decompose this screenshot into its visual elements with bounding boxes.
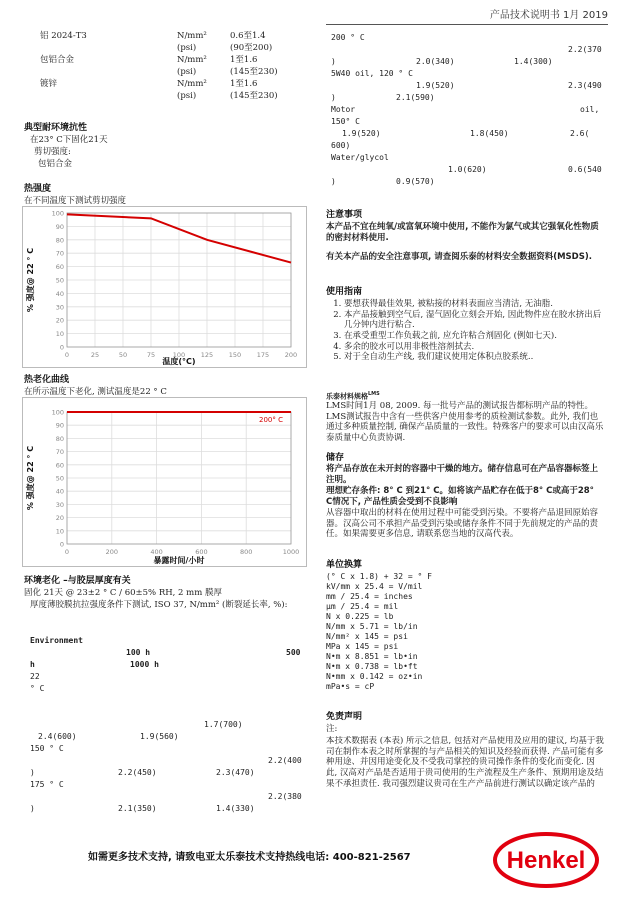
henkel-logo bbox=[493, 832, 599, 888]
series-label: 200° C bbox=[259, 416, 283, 424]
y-tick-label: 80 bbox=[55, 236, 64, 245]
x-tick-label: 400 bbox=[150, 548, 163, 556]
section-title-lms bbox=[326, 391, 380, 401]
section-subtitle: 在所示温度下老化, 测试温度是22 ° C bbox=[24, 387, 167, 397]
x-tick-label: 600 bbox=[195, 548, 208, 556]
y-tick-label: 10 bbox=[55, 330, 64, 339]
unit: (psi) bbox=[177, 43, 197, 53]
x-tick-label: 150 bbox=[228, 351, 242, 359]
y-tick-label: 0 bbox=[59, 540, 64, 549]
y-tick-label: 30 bbox=[55, 303, 64, 312]
y-tick-label: 100 bbox=[51, 408, 64, 417]
env-cell: 150 ° C bbox=[30, 744, 64, 753]
env-line: 包铝合金 bbox=[38, 159, 73, 169]
section-title-disclaimer: 免责声明 bbox=[326, 712, 363, 722]
env-cell: 2.2(400 bbox=[268, 756, 302, 765]
x-axis-label: 温度(°C) bbox=[162, 357, 196, 366]
y-tick-label: 70 bbox=[55, 249, 64, 258]
unit: (psi) bbox=[177, 91, 197, 101]
heat-strength-svg bbox=[23, 207, 306, 367]
env-cell: 1.7(700) bbox=[204, 720, 243, 729]
y-axis-label: % 强度@ 22 ° C bbox=[26, 247, 35, 313]
disclaimer-text: 本技术数据表 (本表) 所示之信息, 包括对产品使用及应用的建议, 均基于我司在制作本表之时所掌握的与产品相关的知识及经验而获得. 产品可能有多种用途、并因用途变化及不受我司掌控的贵司操作条件的变化而变化. 因此, 汉高对产品是否适用于贵司使用的生产流程及生产条件、预期用途及结果不承担责任. 我司强烈建议贵司在生产产品前进行测试以确定该产品的 bbox=[326, 736, 604, 789]
logo-text: Henkel bbox=[506, 847, 586, 874]
env-cell: 1.9(560) bbox=[140, 732, 179, 741]
storage-conditions: 理想贮存条件: 8° C 到21° C。如将该产品贮存在低于8° C或高于28° C情况下, 产品性质会受到不良影响 bbox=[326, 486, 594, 507]
heat-aging-chart bbox=[22, 397, 307, 567]
material-name: 镀锌 bbox=[40, 79, 58, 89]
env-cell: 150° C bbox=[331, 117, 360, 126]
x-tick-label: 25 bbox=[90, 351, 100, 359]
env-cell: 1.0(620) bbox=[448, 165, 487, 174]
unit-line: µm / 25.4 = mil bbox=[326, 602, 399, 611]
y-tick-label: 30 bbox=[55, 500, 64, 509]
unit-line: N•m x 0.738 = lb•ft bbox=[326, 662, 418, 671]
value: (145至230) bbox=[230, 91, 278, 101]
value: (145至230) bbox=[230, 67, 278, 77]
env-col-header: 500 bbox=[286, 648, 301, 657]
env-cell: 5W40 oil, 120 ° C bbox=[331, 69, 413, 78]
y-tick-label: 70 bbox=[55, 448, 64, 457]
y-tick-label: 10 bbox=[55, 527, 64, 536]
henkel-logo-svg bbox=[493, 832, 599, 888]
env-cell: 2.2(370 bbox=[568, 45, 602, 54]
env-cell: 1.8(450) bbox=[470, 129, 509, 138]
x-tick-label: 50 bbox=[118, 351, 128, 359]
y-tick-label: 60 bbox=[55, 263, 64, 272]
section-title-env-aging: 环境老化 –与胶层厚度有关 bbox=[24, 576, 131, 586]
unit-line: N/mm x 5.71 = lb/in bbox=[326, 622, 418, 631]
env-cell: 2.3(470) bbox=[216, 768, 255, 777]
x-tick-label: 125 bbox=[200, 351, 214, 359]
x-tick-label: 1000 bbox=[282, 548, 300, 556]
env-cell: ) bbox=[331, 57, 336, 66]
material-name: 包铝合金 bbox=[40, 55, 75, 65]
units-list bbox=[326, 572, 606, 692]
notice-bold-text: 本产品不宜在纯氧/或富氧环境中使用, 不能作为氯气或其它强氧化性物质的密封材料使用. bbox=[326, 222, 599, 243]
env-cell: oil, bbox=[580, 105, 600, 114]
env-cell: ) bbox=[30, 804, 35, 813]
header-divider bbox=[326, 24, 608, 25]
env-cell: 2.1(350) bbox=[118, 804, 157, 813]
env-cell: 175 ° C bbox=[30, 780, 64, 789]
section-title-env-resistance: 典型耐环境抗性 bbox=[24, 123, 88, 133]
usage-item: 4. 多余的胶水可以用非极性溶剂拭去. bbox=[344, 342, 606, 353]
unit: N/mm² bbox=[177, 31, 207, 41]
usage-item: 3. 在承受重型工作负载之前, 应允许粘合剂固化 (例如七天). bbox=[344, 331, 606, 342]
y-tick-label: 50 bbox=[55, 276, 64, 285]
unit-line: N/mm² x 145 = psi bbox=[326, 632, 408, 641]
notice-msds-text: 有关本产品的安全注意事项, 请查阅乐泰的材料安全数据资料(MSDS). bbox=[326, 252, 592, 262]
env-cell: 2.4(600) bbox=[38, 732, 77, 741]
unit-line: (° C x 1.8) + 32 = ° F bbox=[326, 572, 432, 581]
unit-line: N x 0.225 = lb bbox=[326, 612, 394, 621]
env-cell: 0.6(540 bbox=[568, 165, 602, 174]
unit: N/mm² bbox=[177, 55, 207, 65]
env-table-header: Environment bbox=[30, 636, 83, 645]
env-cell: ° C bbox=[30, 684, 45, 693]
lms-title: 乐泰材料规格 bbox=[326, 392, 368, 401]
x-tick-label: 75 bbox=[146, 351, 156, 359]
y-tick-label: 20 bbox=[55, 316, 64, 325]
env-cell: 2.0(340) bbox=[416, 57, 455, 66]
env-line: 在23° C下固化21天 bbox=[30, 135, 108, 145]
env-cell: 2.2(450) bbox=[118, 768, 157, 777]
usage-item: 5. 对于全自动生产线, 我们建议使用定体积点胶系统.. bbox=[344, 352, 606, 363]
lms-sup: LMS bbox=[368, 391, 380, 397]
disclaimer-label: 注: bbox=[326, 724, 338, 734]
section-title-usage: 使用指南 bbox=[326, 287, 363, 297]
usage-list bbox=[326, 299, 606, 363]
usage-item: 1. 要想获得最佳效果, 被粘接的材料表面应当清洁, 无油脂. bbox=[344, 299, 606, 310]
env-cell: 22 bbox=[30, 672, 40, 681]
unit: (psi) bbox=[177, 67, 197, 77]
env-cell: ) bbox=[331, 177, 336, 186]
env-cell: 1.4(300) bbox=[514, 57, 553, 66]
value: 1至1.6 bbox=[230, 79, 258, 89]
y-tick-label: 90 bbox=[55, 421, 64, 430]
material-name: 铝 2024-T3 bbox=[40, 31, 87, 41]
env-cell: 200 ° C bbox=[331, 33, 365, 42]
unit: N/mm² bbox=[177, 79, 207, 89]
section-subtitle: 在不同温度下测试剪切强度 bbox=[24, 196, 127, 206]
y-tick-label: 60 bbox=[55, 461, 64, 470]
storage-text: 从容器中取出的材料在使用过程中可能受到污染。不要将产品退回原始容器。汉高公司不承担产品受到污染或储存条件不同于先前规定的产品的责任。如果需要更多信息, 请联系您当地的汉高代表。 bbox=[326, 508, 599, 540]
x-axis-label: 暴露时间/小时 bbox=[153, 556, 205, 565]
y-tick-label: 100 bbox=[51, 209, 64, 218]
env-cell: 0.9(570) bbox=[396, 177, 435, 186]
footer-support-line: 如需更多技术支持, 请致电亚太乐泰技术支持热线电话: 400-821-2567 bbox=[88, 852, 411, 863]
document-header: 产品技术说明书 1月 2019 bbox=[489, 10, 608, 21]
env-cell: ) bbox=[30, 768, 35, 777]
unit-line: mm / 25.4 = inches bbox=[326, 592, 413, 601]
unit-line: kV/mm x 25.4 = V/mil bbox=[326, 582, 423, 591]
env-cell: 2.1(590) bbox=[396, 93, 435, 102]
x-tick-label: 200 bbox=[284, 351, 298, 359]
y-tick-label: 50 bbox=[55, 474, 64, 483]
env-cell: 600) bbox=[331, 141, 351, 150]
section-title-storage: 储存 bbox=[326, 453, 345, 463]
x-tick-label: 0 bbox=[64, 351, 70, 359]
section-title-heat-strength: 热强度 bbox=[24, 184, 52, 194]
value: (90至200) bbox=[230, 43, 273, 53]
x-tick-label: 175 bbox=[256, 351, 270, 359]
unit-line: N•mm x 0.142 = oz•in bbox=[326, 672, 423, 681]
env-cell: 2.6( bbox=[570, 129, 590, 138]
x-tick-label: 200 bbox=[105, 548, 119, 556]
unit-line: mPa•s = cP bbox=[326, 682, 375, 691]
env-col-header: h bbox=[30, 660, 35, 669]
env-line: 剪切强度: bbox=[34, 147, 71, 157]
section-title-units: 单位换算 bbox=[326, 560, 363, 570]
unit-line: N•m x 8.851 = lb•in bbox=[326, 652, 418, 661]
env-col-header: 100 h bbox=[126, 648, 151, 657]
env-cell: Motor bbox=[331, 105, 356, 114]
y-tick-label: 90 bbox=[55, 222, 64, 231]
heat-aging-svg bbox=[23, 398, 306, 566]
section-title-notice: 注意事项 bbox=[326, 210, 363, 220]
unit-line: MPa x 145 = psi bbox=[326, 642, 399, 651]
x-tick-label: 100 bbox=[172, 351, 186, 359]
usage-item: 2. 本产品接触到空气后, 湿气固化立刻会开始, 因此物件应在胶水挤出后几分钟内进行粘合. bbox=[344, 310, 606, 331]
env-cell: 1.4(330) bbox=[216, 804, 255, 813]
value: 0.6至1.4 bbox=[230, 31, 266, 41]
heat-strength-chart bbox=[22, 206, 307, 368]
env-aging-line: 固化 21天 @ 23±2 ° C / 60±5% RH, 2 mm 膜厚 bbox=[24, 588, 222, 598]
env-cell: 1.9(520) bbox=[416, 81, 455, 90]
storage-bold-text: 将产品存放在未开封的容器中干燥的地方。储存信息可在产品容器标签上注明。 bbox=[326, 464, 599, 485]
env-cell: ) bbox=[331, 93, 336, 102]
y-tick-label: 80 bbox=[55, 434, 64, 443]
env-aging-line: 厚度薄胶膜抗拉强度条件下测试, ISO 37, N/mm² (断裂延长率, %): bbox=[30, 600, 288, 610]
x-tick-label: 800 bbox=[239, 548, 253, 556]
env-col-header: 1000 h bbox=[130, 660, 159, 669]
x-tick-label: 0 bbox=[64, 548, 70, 556]
y-tick-label: 0 bbox=[59, 343, 64, 352]
lms-text: LMS时间1月 08, 2009. 每一批号产品的测试报告都标明产品的特性。LMS测试报告中含有一些供客户使用参考的质检测试参数。此外, 我们也通过多种质量控制, 确保产品质量的一致性。特殊客户的要求可以由汉高乐泰质量中心负责协调. bbox=[326, 401, 604, 443]
y-tick-label: 40 bbox=[55, 487, 64, 496]
env-cell: 2.3(490 bbox=[568, 81, 602, 90]
y-tick-label: 40 bbox=[55, 289, 64, 298]
env-cell: 2.2(380 bbox=[268, 792, 302, 801]
value: 1至1.6 bbox=[230, 55, 258, 65]
y-tick-label: 20 bbox=[55, 514, 64, 523]
section-title-heat-aging: 热老化曲线 bbox=[24, 375, 70, 385]
env-cell: Water/glycol bbox=[331, 153, 389, 162]
env-cell: 1.9(520) bbox=[342, 129, 381, 138]
y-axis-label: % 强度@ 22 ° C bbox=[26, 445, 35, 511]
